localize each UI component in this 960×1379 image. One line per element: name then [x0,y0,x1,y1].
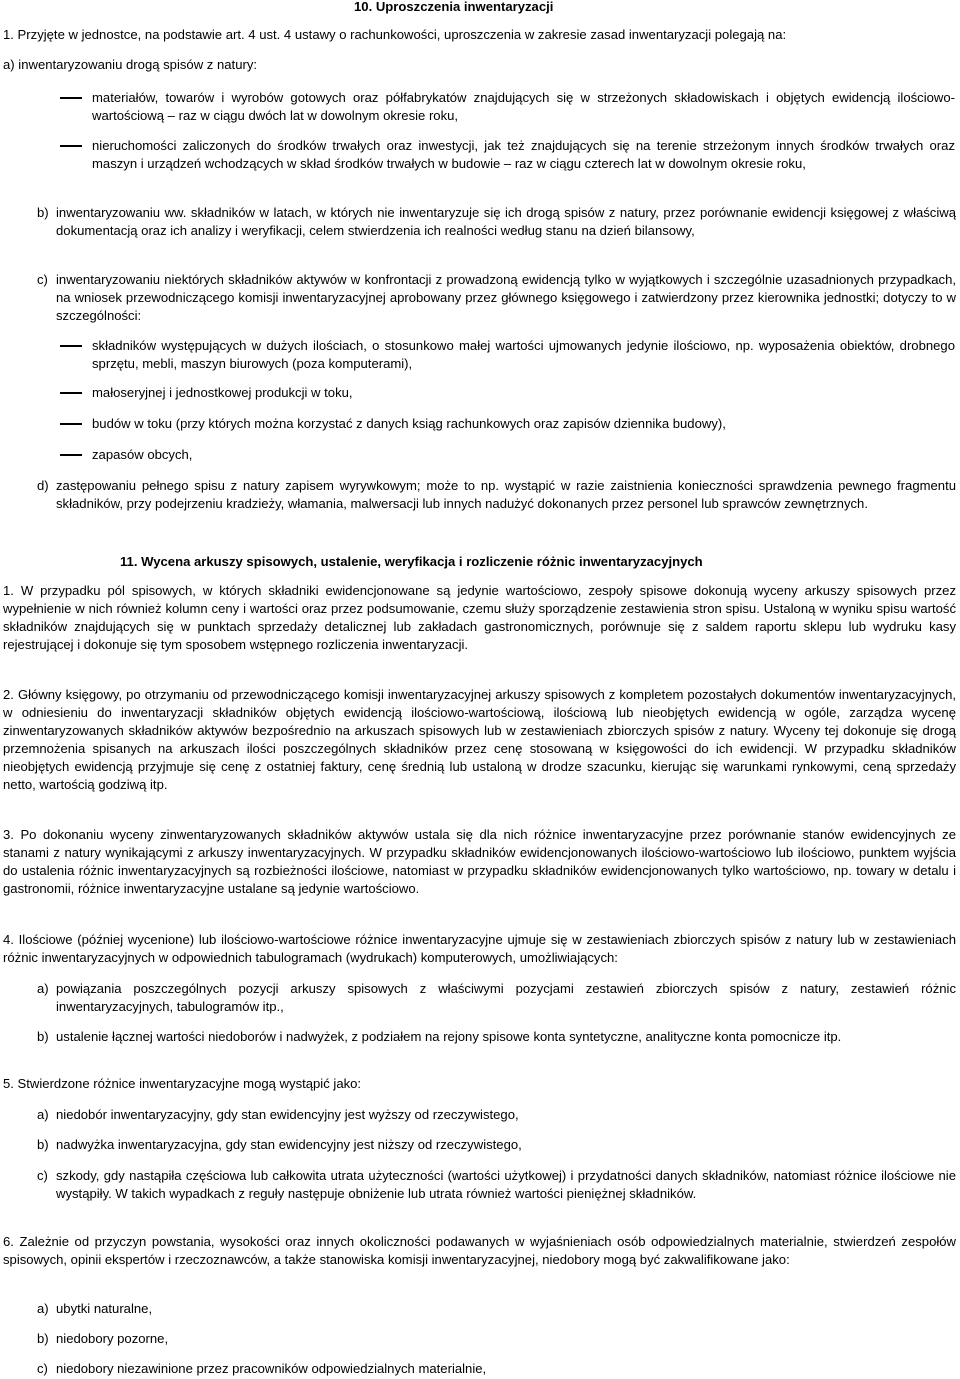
list-item [0,1106,956,1124]
list-item-text: materiałów, towarów i wyrobów gotowych oraz półfabrykatów znajdujących się w strzeżonych składowiskach i objętych ewidencją ilościowo-wartościową – raz w ciągu dwóch lat w dowolnym okresie roku, [92,90,955,123]
dash-bullet [60,454,82,456]
item-c [0,271,956,325]
list-item-text: niedobory niezawinione przez pracowników odpowiedzialnych materialnie, [56,1361,487,1376]
list-item-text: małoseryjnej i jednostkowej produkcji w toku, [92,385,353,400]
section-11-paragraph-1: 1. W przypadku pól spisowych, w których składniki ewidencjonowane są jedynie wartościowo, zespoły spisowe dokonują wyceny arkuszy spisowych przez wypełnienie w nich również kolumn ceny i wartości oraz przez podsumowanie, czemu służy sporządzenie zestawienia stron spisu. Ustaloną w wyniku spisu wartość składników znajdujących się w punktach sprzedaży detalicznej lub zakładach gastronomicznych, porównuje się z saldem raportu sklepu lub wydruku kasy rejestrującej i dokonuje się tym sposobem wstępnego rozliczenia inwentaryzacji. [3,583,956,652]
section-11-title: 11. Wycena arkuszy spisowych, ustalenie, weryfikacja i rozliczenie różnic inwentaryzacyjnych [120,554,703,569]
list-item-label: b) [37,1331,49,1346]
item-b-text: inwentaryzowaniu ww. składników w latach, w których nie inwentaryzuje się ich drogą spisów z natury, przez porównanie ewidencji księgowej z właściwą dokumentacją oraz ich analizy i weryfikacji, celem stwierdzenia ich realności według stanu na dzień bilansowy, [56,205,956,238]
list-item-text: ustalenie łącznej wartości niedoborów i nadwyżek, z podziałem na rejony spisowe konta syntetyczne, analityczne konta pomocnicze itp. [56,1029,842,1044]
section-10-title: 10. Uproszczenia inwentaryzacji [354,0,554,14]
item-d-text: zastępowaniu pełnego spisu z natury zapisem wyrywkowym; może to np. wystąpić w razie zaistnienia konieczności sprawdzenia pewnego fragmentu składników, przy podejrzeniu kradzieży, włamania, malwersacji lub innych nadużyć dokonanych przez personel lub sprawców zewnętrznych. [56,478,956,511]
list-item-label: b) [37,1029,49,1044]
list-item [0,1330,956,1348]
list-item [0,137,957,173]
list-item-label: a) [37,981,49,996]
item-c-text: inwentaryzowaniu niektórych składników aktywów w konfrontacji z prowadzoną ewidencją tylko w wyjątkowych i szczególnie uzasadnionych przypadkach, na wniosek przewodniczącego komisji inwentaryzacyjnej aprobowany przez głównego księgowego i zatwierdzony przez kierownika jednostki; dotyczy to w szczególności: [56,272,956,323]
list-item [0,415,957,433]
list-item-text: niedobór inwentaryzacyjny, gdy stan ewidencyjny jest wyższy od rzeczywistego, [56,1107,519,1122]
list-item-text: nadwyżka inwentaryzacyjna, gdy stan ewidencyjny jest niższy od rzeczywistego, [56,1137,522,1152]
list-item-text: powiązania poszczególnych pozycji arkuszy spisowych z właściwymi pozycjami zestawień zbiorczych spisów z natury, zestawień różnic inwentaryzacyjnych, tabulogramów itp., [56,981,956,1014]
section-11-paragraph-4: 4. Ilościowe (później wycenione) lub ilościowo-wartościowe różnice inwentaryzacyjne ujmuje się w zestawieniach zbiorczych spisów z natury lub w zestawieniach różnic inwentaryzacyjnych w odpowiednich tabulogramach (wydrukach) komputerowych, umożliwiających: [3,932,956,965]
dash-bullet [60,145,82,147]
list-item-text: składników występujących w dużych ilościach, o stosunkowo małej wartości ujmowanych jedynie ilościowo, np. wyposażenia obiektów, drobnego sprzętu, mebli, maszyn biurowych (poza komputerami), [92,338,955,371]
item-c-label: c) [37,272,48,287]
item-b-label: b) [37,205,49,220]
list-item [0,1136,956,1154]
dash-bullet [60,97,82,99]
section-10-intro: 1. Przyjęte w jednostce, na podstawie art. 4 ust. 4 ustawy o rachunkowości, uproszczenia w zakresie zasad inwentaryzacji polegają na: [3,27,787,42]
section-11-paragraph-3: 3. Po dokonaniu wyceny zinwentaryzowanych składników aktywów ustala się dla nich różnice inwentaryzacyjne przez porównanie stanów ewidencyjnych ze stanami z natury wynikającymi z arkuszy inwentaryzacyjnych. W przypadku składników ewidencjonowanych ilościowo-wartościowo lub ilościowo, punktem wyjścia do ustalenia różnic inwentaryzacyjnych są rozbieżności ilościowe, natomiast w przypadku składników ewidencjonowanych tylko wartościowo, np. towary w detalu i gastronomii, różnice inwentaryzacyjne ustalane są jedynie wartościowo. [3,827,956,896]
item-b [0,204,956,240]
list-item-label: a) [37,1301,49,1316]
section-11-paragraph-6: 6. Zależnie od przyczyn powstania, wysokości oraz innych okoliczności podawanych w wyjaśnieniach osób odpowiedzialnych materialnie, stwierdzeń zespołów spisowych, opinii ekspertów i rzeczoznawców, a także stanowiska komisji inwentaryzacyjnej, niedobory mogą być zakwalifikowane jako: [3,1234,956,1267]
list-item-label: a) [37,1107,49,1122]
list-item-text: nieruchomości zaliczonych do środków trwałych oraz inwestycji, jak też znajdujących się na terenie strzeżonym innych środków trwałych oraz maszyn i urządzeń wchodzących w skład środków trwałych w budowie – raz w ciągu czterech lat w dowolnym okresie roku, [92,138,955,171]
list-item-text: zapasów obcych, [92,447,193,462]
list-item [0,337,957,373]
item-d [0,477,956,513]
list-item-label: c) [37,1361,48,1376]
list-item-text: szkody, gdy nastąpiła częściowa lub całkowita utrata użyteczności (wartości użytkowej) i przydatności danych składników, natomiast różnice ilościowe nie wystąpiły. W takich wypadkach z reguły następuje obniżenie lub utrata również wartości pieniężnej składników. [56,1168,956,1201]
list-item [0,1028,956,1046]
item-d-label: d) [37,478,49,493]
dash-bullet [60,345,82,347]
list-item-text: niedobory pozorne, [56,1331,169,1346]
item-a-label: a) inwentaryzowaniu drogą spisów z natury: [3,57,258,72]
list-item-label: b) [37,1137,49,1152]
section-11-paragraph-5: 5. Stwierdzone różnice inwentaryzacyjne mogą wystąpić jako: [3,1076,362,1091]
dash-bullet [60,423,82,425]
list-item-text: ubytki naturalne, [56,1301,153,1316]
list-item [0,1300,956,1318]
list-item [0,89,957,125]
list-item [0,384,957,402]
list-item [0,980,956,1016]
list-item [0,1167,956,1203]
dash-bullet [60,392,82,394]
list-item-text: budów w toku (przy których można korzystać z danych ksiąg rachunkowych oraz zapisów dziennika budowy), [92,416,726,431]
list-item-label: c) [37,1168,48,1183]
list-item [0,446,957,464]
section-11-paragraph-2: 2. Główny księgowy, po otrzymaniu od przewodniczącego komisji inwentaryzacyjnej arkuszy spisowych z kompletem pozostałych dokumentów inwentaryzacyjnych, w odniesieniu do inwentaryzacji składników objętych ewidencją ilościowo-wartościową, ilościową lub nieobjętych ewidencją w ogóle, zarządza wycenę zinwentaryzowanych składników aktywów bezpośrednio na arkuszach spisowych lub w zestawieniach zbiorczych spisów z natury. Wyceny tej dokonuje się drogą przemnożenia spisanych na arkuszach ilości poszczególnych składników przez cenę stosowaną w księgowości do ich ewidencji. W przypadku składników nieobjętych ewidencją przyjmuje się cenę z ostatniej faktury, cenę średnią lub ustaloną w drodze szacunku, kierując się warunkami rynkowymi, ceną sprzedaży netto, wartością godziwą itp. [3,687,956,792]
list-item [0,1360,956,1378]
